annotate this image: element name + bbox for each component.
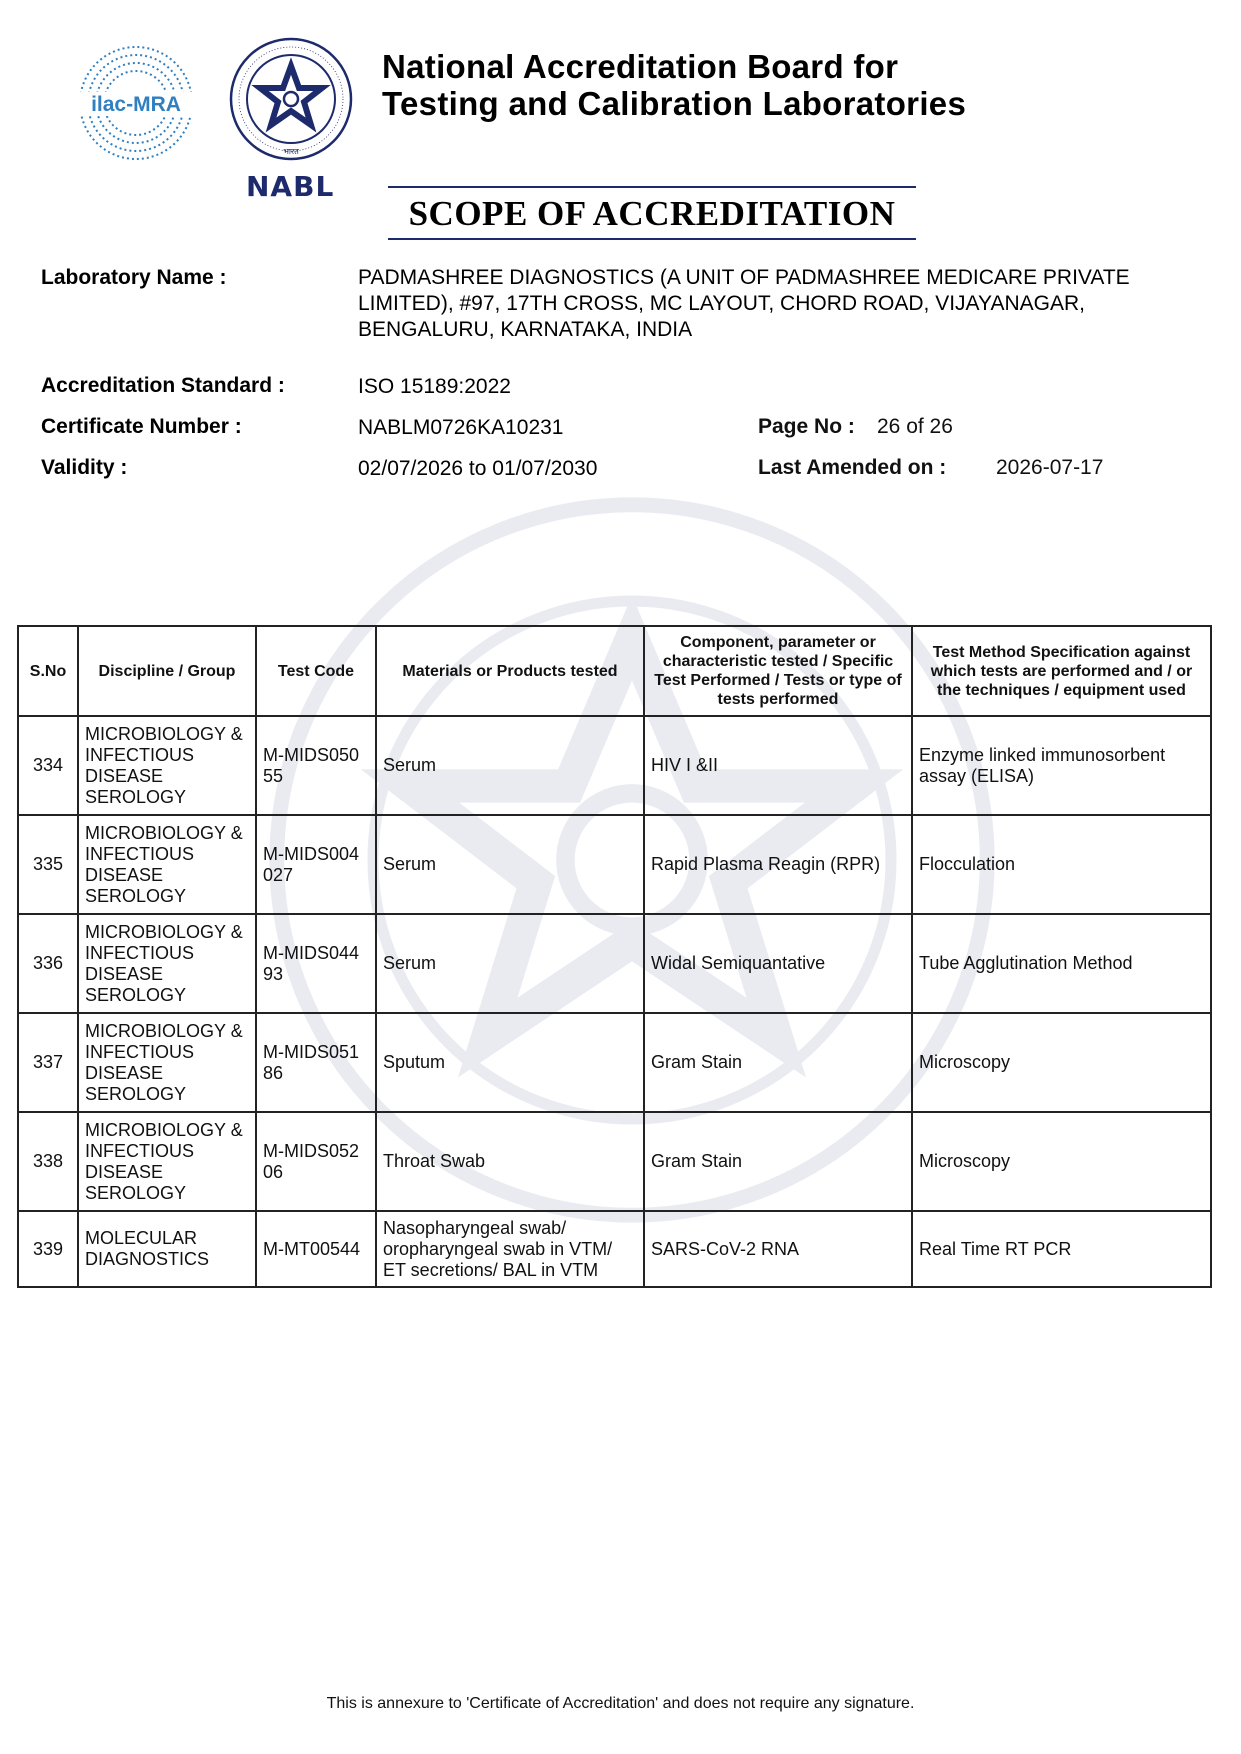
cell-test-code: M-MIDS004027 bbox=[256, 815, 376, 914]
table-row bbox=[18, 1112, 1211, 1211]
lab-name-value: PADMASHREE DIAGNOSTICS (A UNIT OF PADMASHREE MEDICARE PRIVATE LIMITED), #97, 17TH CROSS, MC LAYOUT, CHORD ROAD, VIJAYANAGAR, BENGALURU, KARNATAKA, INDIA bbox=[358, 266, 1130, 341]
header-test-code: Test Code bbox=[256, 626, 376, 716]
table-header-row bbox=[18, 626, 1211, 716]
cell-sno: 338 bbox=[18, 1112, 78, 1211]
cell-discipline: MICROBIOLOGY & INFECTIOUS DISEASE SEROLOGY bbox=[78, 1013, 256, 1112]
nabl-seal-text: भारत bbox=[283, 147, 299, 156]
cell-sno: 339 bbox=[18, 1211, 78, 1287]
header-component: Component, parameter or characteristic tested / Specific Test Performed / Tests or type of tests performed bbox=[644, 626, 912, 716]
scope-table bbox=[17, 625, 1212, 1288]
header-method: Test Method Specification against which tests are performed and / or the techniques / equipment used bbox=[912, 626, 1211, 716]
cell-discipline: MICROBIOLOGY & INFECTIOUS DISEASE SEROLOGY bbox=[78, 815, 256, 914]
table-row bbox=[18, 1013, 1211, 1112]
cell-test-code: M-MIDS04493 bbox=[256, 914, 376, 1013]
cell-component: Gram Stain bbox=[644, 1013, 912, 1112]
header-title bbox=[382, 48, 966, 122]
scope-rule-bottom bbox=[388, 238, 916, 240]
footer-note: This is annexure to 'Certificate of Accreditation' and does not require any signature. bbox=[326, 1695, 915, 1712]
amended-label: Last Amended on : bbox=[758, 456, 947, 479]
header-materials: Materials or Products tested bbox=[376, 626, 644, 716]
page-value: 26 of 26 bbox=[877, 415, 953, 438]
scope-rule-top bbox=[388, 186, 916, 188]
header-title-line1: National Accreditation Board for bbox=[382, 48, 899, 85]
cell-materials: Serum bbox=[376, 716, 644, 815]
nabl-wordmark: NABL bbox=[246, 170, 335, 203]
cell-sno: 334 bbox=[18, 716, 78, 815]
certificate-value: NABLM0726KA10231 bbox=[358, 416, 564, 439]
cell-method: Flocculation bbox=[912, 815, 1211, 914]
cell-method: Microscopy bbox=[912, 1112, 1211, 1211]
cell-component: Widal Semiquantative bbox=[644, 914, 912, 1013]
cell-test-code: M-MT00544 bbox=[256, 1211, 376, 1287]
cell-method: Microscopy bbox=[912, 1013, 1211, 1112]
cell-materials: Serum bbox=[376, 914, 644, 1013]
table-row bbox=[18, 914, 1211, 1013]
cell-sno: 336 bbox=[18, 914, 78, 1013]
cell-materials: Serum bbox=[376, 815, 644, 914]
nabl-seal-logo bbox=[228, 36, 354, 162]
table-row bbox=[18, 815, 1211, 914]
header-sno: S.No bbox=[18, 626, 78, 716]
cell-component: SARS-CoV-2 RNA bbox=[644, 1211, 912, 1287]
cell-materials: Nasopharyngeal swab/ oropharyngeal swab in VTM/ ET secretions/ BAL in VTM bbox=[376, 1211, 644, 1287]
cell-materials: Sputum bbox=[376, 1013, 644, 1112]
cell-discipline: MOLECULAR DIAGNOSTICS bbox=[78, 1211, 256, 1287]
table-row bbox=[18, 1211, 1211, 1287]
cell-discipline: MICROBIOLOGY & INFECTIOUS DISEASE SEROLOGY bbox=[78, 1112, 256, 1211]
cell-test-code: M-MIDS05206 bbox=[256, 1112, 376, 1211]
cell-component: Rapid Plasma Reagin (RPR) bbox=[644, 815, 912, 914]
ilac-mra-text: ilac-MRA bbox=[91, 93, 181, 116]
header-discipline: Discipline / Group bbox=[78, 626, 256, 716]
cell-method: Tube Agglutination Method bbox=[912, 914, 1211, 1013]
cell-sno: 335 bbox=[18, 815, 78, 914]
cell-component: HIV I &II bbox=[644, 716, 912, 815]
cell-method: Real Time RT PCR bbox=[912, 1211, 1211, 1287]
cell-test-code: M-MIDS05055 bbox=[256, 716, 376, 815]
ilac-mra-logo bbox=[72, 44, 200, 162]
scope-title: SCOPE OF ACCREDITATION bbox=[408, 194, 896, 233]
cell-component: Gram Stain bbox=[644, 1112, 912, 1211]
header-title-line2: Testing and Calibration Laboratories bbox=[382, 85, 967, 122]
amended-value: 2026-07-17 bbox=[996, 456, 1104, 479]
cell-method: Enzyme linked immunosorbent assay (ELISA) bbox=[912, 716, 1211, 815]
validity-label: Validity : bbox=[41, 456, 128, 479]
cell-sno: 337 bbox=[18, 1013, 78, 1112]
cell-discipline: MICROBIOLOGY & INFECTIOUS DISEASE SEROLOGY bbox=[78, 914, 256, 1013]
cell-test-code: M-MIDS05186 bbox=[256, 1013, 376, 1112]
cell-materials: Throat Swab bbox=[376, 1112, 644, 1211]
page-label: Page No : bbox=[758, 415, 855, 438]
validity-value: 02/07/2026 to 01/07/2030 bbox=[358, 457, 598, 480]
standard-label: Accreditation Standard : bbox=[41, 374, 285, 397]
standard-value: ISO 15189:2022 bbox=[358, 375, 511, 398]
lab-name-label: Laboratory Name : bbox=[41, 266, 227, 289]
certificate-label: Certificate Number : bbox=[41, 415, 242, 438]
cell-discipline: MICROBIOLOGY & INFECTIOUS DISEASE SEROLOGY bbox=[78, 716, 256, 815]
table-row bbox=[18, 716, 1211, 815]
